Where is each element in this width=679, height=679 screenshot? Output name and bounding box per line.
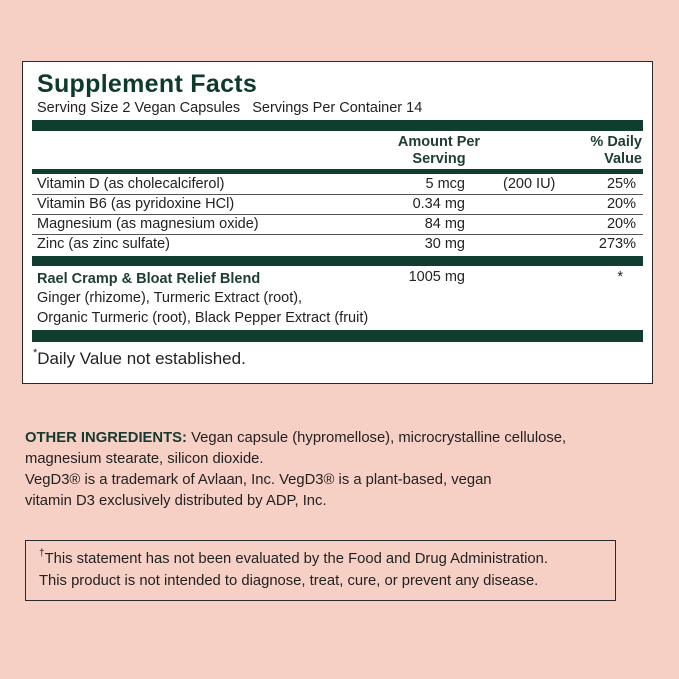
serving-info: Serving Size 2 Vegan Capsules Servings Per Container 14 xyxy=(37,100,423,116)
mid-thick-rule xyxy=(32,256,643,266)
row-divider xyxy=(32,214,643,215)
nutrient-amount: 5 mcg xyxy=(425,176,465,192)
footnote xyxy=(33,349,246,369)
other-ingredients xyxy=(25,428,645,512)
bottom-thick-rule xyxy=(32,330,643,342)
disclaimer-line1 xyxy=(39,548,548,567)
nutrient-dv: 20% xyxy=(606,196,636,212)
trademark-line2: vitamin D3 exclusively distributed by ADP, Inc. xyxy=(25,493,327,509)
nutrient-dv: 273% xyxy=(598,236,636,252)
nutrient-name: Magnesium (as magnesium oxide) xyxy=(37,216,259,232)
other-ingredients-label: OTHER INGREDIENTS: xyxy=(25,430,187,446)
nutrient-name: Vitamin B6 (as pyridoxine HCl) xyxy=(37,196,235,212)
amount-header-line2: Serving xyxy=(412,151,466,167)
nutrient-amount: 30 mg xyxy=(424,236,465,252)
dagger-mark: † xyxy=(39,548,45,559)
header-rule xyxy=(32,169,643,174)
nutrient-dv: 20% xyxy=(606,216,636,232)
blend-name: Rael Cramp & Bloat Relief Blend xyxy=(37,271,261,287)
dv-header-line2: Value xyxy=(604,151,642,167)
fda-disclaimer-box xyxy=(25,540,616,601)
other-ingredients-line1 xyxy=(25,428,645,449)
disclaimer-line2: This product is not intended to diagnose, treat, cure, or prevent any disease. xyxy=(39,573,539,589)
dv-header-line1: % Daily xyxy=(590,134,642,150)
supplement-facts-panel xyxy=(22,61,653,384)
footnote-mark: * xyxy=(33,347,38,359)
nutrient-name: Vitamin D (as cholecalciferol) xyxy=(37,176,225,192)
blend-dv: * xyxy=(617,269,623,285)
blend-amount: 1005 mg xyxy=(408,269,465,285)
amount-header-line1: Amount Per xyxy=(397,134,481,150)
nutrient-dv: 25% xyxy=(606,176,636,192)
nutrient-name: Zinc (as zinc sulfate) xyxy=(37,236,170,252)
trademark-line1: VegD3® is a trademark of Avlaan, Inc. VegD3® is a plant-based, vegan xyxy=(25,472,492,488)
blend-ingredients-line2: Organic Turmeric (root), Black Pepper Extract (fruit) xyxy=(37,310,369,326)
row-divider xyxy=(32,194,643,195)
blend-ingredients-line1: Ginger (rhizome), Turmeric Extract (root), xyxy=(37,290,303,306)
other-ingredients-text: Vegan capsule (hypromellose), microcrystalline cellulose, xyxy=(186,430,567,446)
amount-header xyxy=(381,134,497,168)
top-thick-rule xyxy=(32,120,643,131)
row-divider xyxy=(32,234,643,235)
nutrient-amount: 84 mg xyxy=(424,216,465,232)
footnote-text: Daily Value not established. xyxy=(37,349,246,368)
facts-title: Supplement Facts xyxy=(37,70,258,98)
nutrient-iu: (200 IU) xyxy=(503,176,556,192)
daily-value-header xyxy=(558,134,642,168)
disclaimer-text1: This statement has not been evaluated by the Food and Drug Administration. xyxy=(44,551,548,567)
other-ingredients-line2: magnesium stearate, silicon dioxide. xyxy=(25,451,264,467)
nutrient-amount: 0.34 mg xyxy=(412,196,465,212)
